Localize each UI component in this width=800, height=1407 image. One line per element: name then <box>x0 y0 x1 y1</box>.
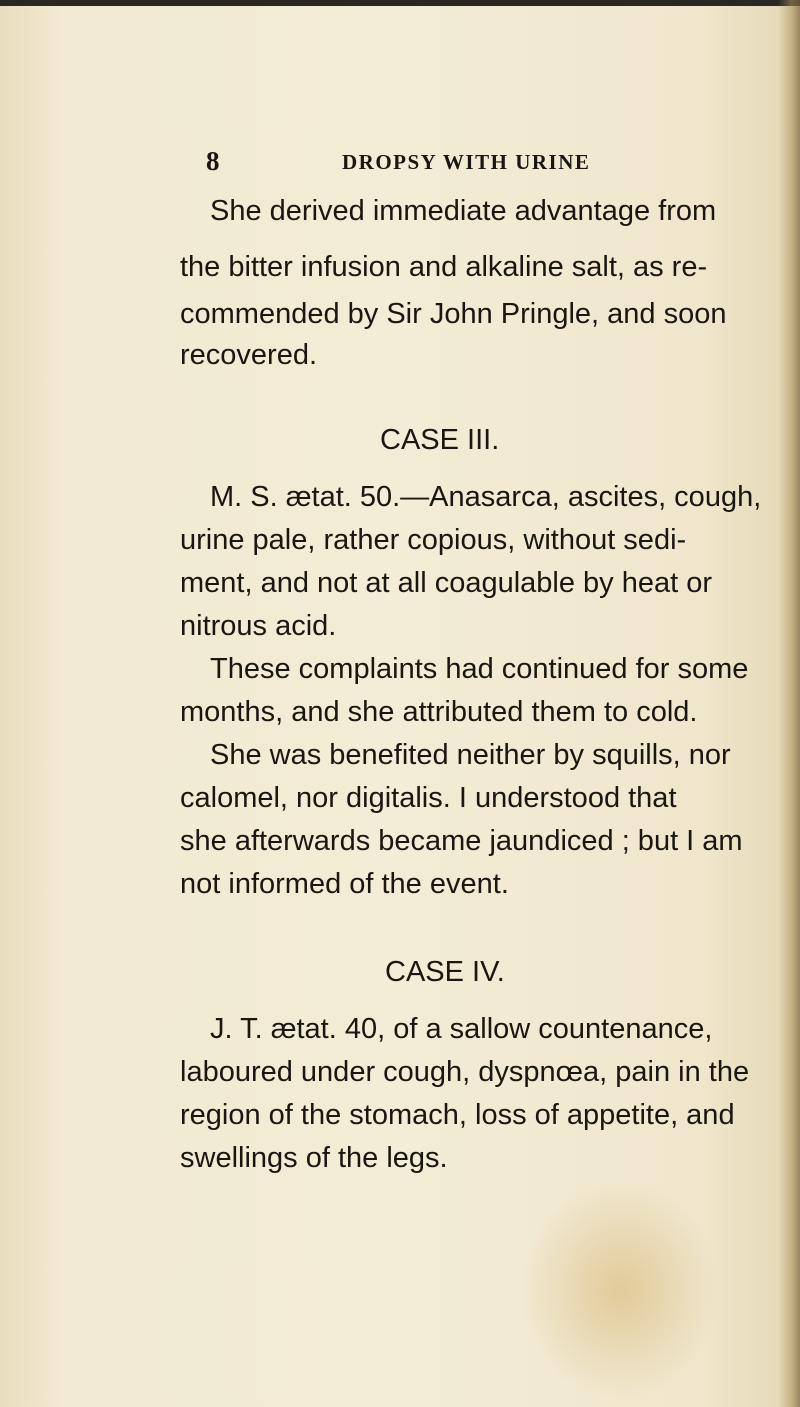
page-number: 8 <box>206 146 220 176</box>
text-line: she afterwards became jaundiced ; but I am <box>180 825 743 857</box>
paper-stain <box>520 1180 720 1400</box>
text-line: ment, and not at all coagulable by heat or <box>180 567 713 599</box>
text-line: These complaints had continued for some <box>210 653 749 685</box>
text-line: nitrous acid. <box>180 610 337 642</box>
text-line: J. T. ætat. 40, of a sallow countenance, <box>210 1013 713 1045</box>
page-right-edge <box>778 0 800 1407</box>
case-iii-heading: CASE III. <box>380 424 500 456</box>
case-iv-heading: CASE IV. <box>385 956 505 988</box>
page-top-edge <box>0 0 800 6</box>
text-line: calomel, nor digitalis. I understood that <box>180 782 677 814</box>
text-line: region of the stomach, loss of appetite, and <box>180 1099 735 1131</box>
text-line: M. S. ætat. 50.—Anasarca, ascites, cough, <box>210 481 762 513</box>
text-line: urine pale, rather copious, without sedi- <box>180 524 687 556</box>
running-head: DROPSY WITH URINE <box>342 150 591 174</box>
text-line: laboured under cough, dyspnœa, pain in the <box>180 1056 750 1088</box>
text-line: not informed of the event. <box>180 868 509 900</box>
text-line: She derived immediate advantage from <box>210 195 717 227</box>
text-line: the bitter infusion and alkaline salt, as re- <box>180 251 708 283</box>
text-line: commended by Sir John Pringle, and soon <box>180 298 727 330</box>
text-line: She was benefited neither by squills, nor <box>210 739 731 771</box>
text-line: months, and she attributed them to cold. <box>180 696 698 728</box>
text-line: recovered. <box>180 339 318 371</box>
text-line: swellings of the legs. <box>180 1142 448 1174</box>
